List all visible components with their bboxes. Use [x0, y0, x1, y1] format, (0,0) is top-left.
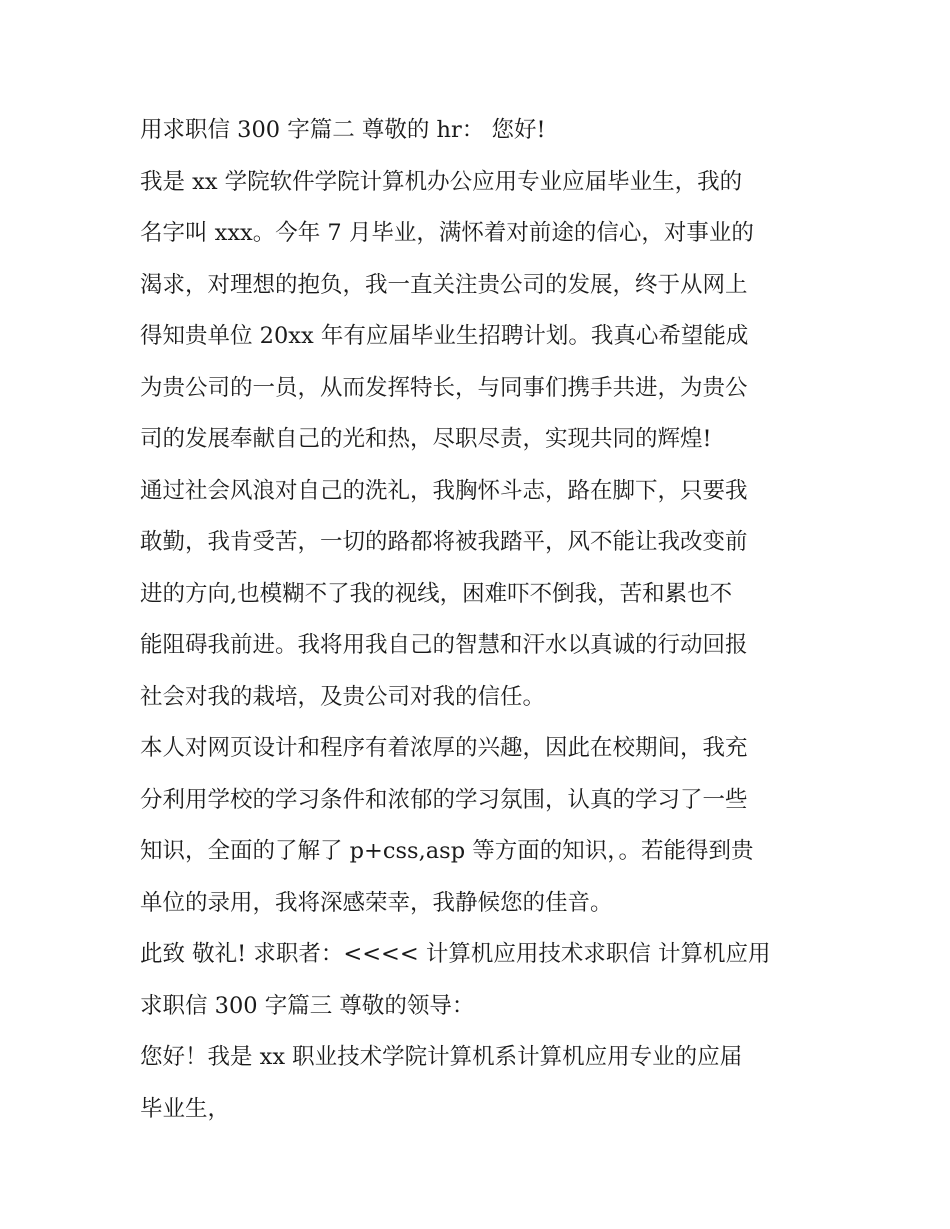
- text-line: 通过社会风浪对自己的洗礼，我胸怀斗志，路在脚下，只要我: [140, 477, 748, 504]
- text-line: 能阻碍我前进。我将用我自己的智慧和汗水以真诚的行动回报: [140, 632, 748, 658]
- text-line: 名字叫 xxx。今年 7 月毕业，满怀着对前途的信心，对事业的: [140, 220, 754, 246]
- text-line: 毕业生，: [140, 1095, 231, 1122]
- letter-body: [140, 105, 820, 1135]
- text-line: 我是 xx 学院软件学院计算机办公应用专业应届毕业生，我的: [140, 168, 743, 195]
- text-line: 司的发展奉献自己的光和热，尽职尽责，实现共同的辉煌!: [140, 426, 712, 452]
- text-line: 单位的录用，我将深感荣幸，我静候您的佳音。: [140, 889, 613, 916]
- text-line: 分利用学校的学习条件和浓郁的学习氛围，认真的学习了一些: [140, 786, 748, 813]
- text-line: 进的方向,也模糊不了我的视线，困难吓不倒我，苦和累也不: [140, 580, 733, 607]
- text-line: 敢勤，我肯受苦，一切的路都将被我踏平，风不能让我改变前: [140, 529, 748, 555]
- text-line: 本人对网页设计和程序有着浓厚的兴趣，因此在校期间，我充: [140, 735, 748, 761]
- text-line: 得知贵单位 20xx 年有应届毕业生招聘计划。我真心希望能成: [140, 323, 749, 349]
- text-line: 此致 敬礼! 求职者：<<<< 计算机应用技术求职信 计算机应用: [140, 941, 771, 967]
- text-line: 知识，全面的了解了 p+css,asp 等方面的知识，。若能得到贵: [140, 838, 754, 864]
- text-line: 渴求，对理想的抱负，我一直关注贵公司的发展，终于从网上: [140, 271, 748, 298]
- text-line: 为贵公司的一员，从而发挥特长，与同事们携手共进，为贵公: [140, 374, 748, 401]
- text-line: 求职信 300 字篇三 尊敬的领导：: [140, 992, 475, 1019]
- text-line: 用求职信 300 字篇二 尊敬的 hr： 您好!: [140, 117, 546, 143]
- text-line: 您好！我是 xx 职业技术学院计算机系计算机应用专业的应届: [140, 1044, 743, 1070]
- text-line: 社会对我的栽培，及贵公司对我的信任。: [140, 683, 546, 710]
